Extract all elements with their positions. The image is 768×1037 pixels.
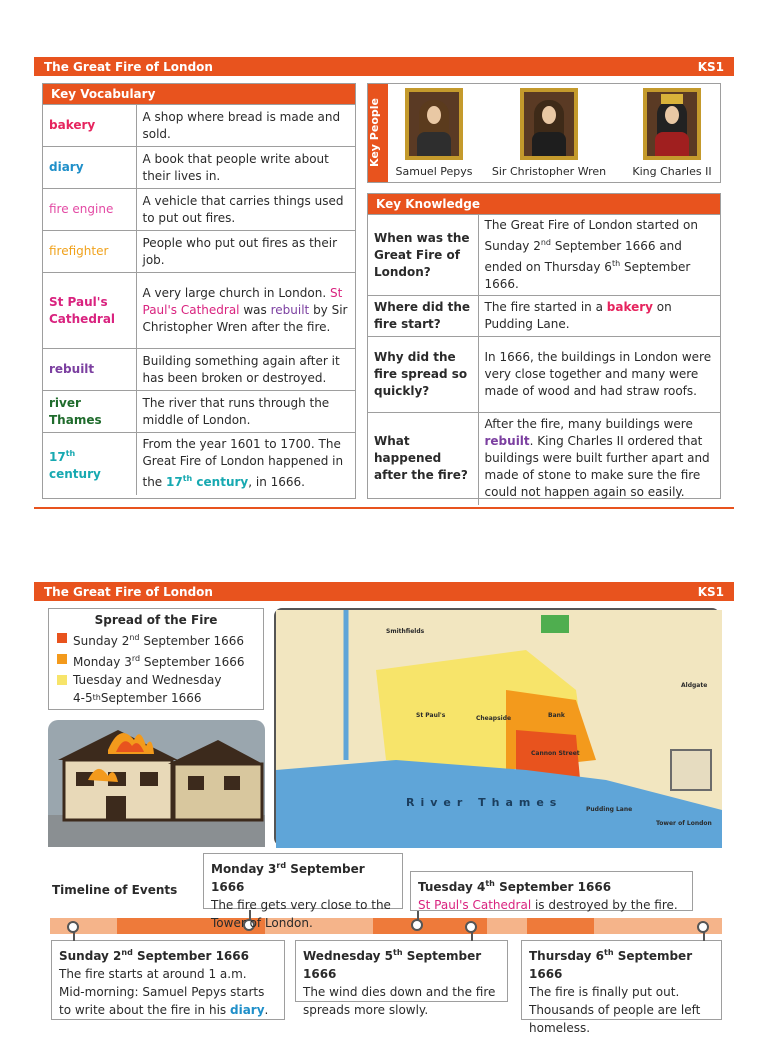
map-label: St Paul's [416, 712, 446, 719]
map-label: Smithfields [386, 628, 425, 635]
swatch-monday [57, 654, 67, 664]
table-row [368, 296, 720, 337]
definition-sup: th [182, 474, 193, 484]
keyword-st-pauls: St Paul's Cathedral [142, 286, 343, 317]
knowledge-table [368, 214, 720, 505]
event-text: Mid-morning: Samuel Pepys starts to write about the fire in his [59, 985, 265, 1017]
event-date: September 1666 [211, 862, 365, 894]
legend-title: Spread of the Fire [94, 613, 218, 627]
answer-sup: nd [540, 238, 552, 247]
knowledge-answer [478, 215, 720, 296]
event-date: September 1666 [529, 949, 693, 981]
event-text: is destroyed by the fire. [531, 898, 678, 912]
knowledge-question: When was the Great Fire of London? [368, 215, 478, 296]
vocab-definition: A shop where bread is made and sold. [136, 105, 355, 147]
legend-item [57, 650, 255, 671]
key-people-card [367, 83, 721, 183]
event-date: Wednesday 5 [303, 949, 394, 963]
event-date: Thursday 6 [529, 949, 604, 963]
spread-legend [48, 608, 264, 710]
key-people-heading: Key People [368, 84, 388, 182]
knowledge-answer: In 1666, the buildings in London were very close together and many were made of wood and had straw roofs. [478, 337, 720, 413]
table-row [43, 433, 355, 495]
bottom-title: The Great Fire of London [44, 584, 213, 599]
answer-sup: th [611, 259, 621, 268]
definition-text: 17 [166, 475, 183, 490]
table-row [43, 105, 355, 147]
answer-text: The fire started in a [484, 300, 607, 314]
table-row [43, 147, 355, 189]
event-date: Tuesday 4 [418, 880, 486, 894]
definition-text: was [239, 303, 271, 317]
event-date: September 1666 [303, 949, 482, 981]
bottom-stage: KS1 [697, 584, 724, 599]
definition-text: , in 1666. [248, 475, 305, 490]
vocab-definition: Building something again after it has been broken or destroyed. [136, 349, 355, 391]
event-date-sup: th [393, 948, 403, 957]
vocab-term: river Thames [43, 391, 136, 433]
vocab-term: firefighter [43, 231, 136, 273]
term-text: 17 [49, 449, 66, 464]
table-row [43, 349, 355, 391]
answer-text: on Pudding Lane. [484, 300, 672, 331]
bottom-title-bar [34, 582, 734, 601]
event-wednesday [295, 940, 508, 1017]
keyword-diary: diary [229, 1003, 265, 1017]
top-title-bar [34, 57, 734, 76]
legend-item [57, 671, 255, 689]
person-name: King Charles II [632, 165, 712, 178]
table-row [43, 273, 355, 349]
vocab-definition: People who put out fires as their job. [136, 231, 355, 273]
fire-map [274, 608, 720, 846]
map-label: Tower of London [656, 820, 712, 827]
event-text: The wind dies down and the fire spreads more slowly. [303, 985, 496, 1017]
event-date-sup: th [485, 879, 495, 888]
vocab-definition [136, 433, 355, 495]
event-date: September 1666 [494, 880, 612, 894]
knowledge-answer [478, 296, 720, 337]
legend-text: September 1666 [100, 691, 202, 705]
top-divider [34, 507, 734, 509]
event-date-sup: rd [276, 861, 287, 870]
timeline-heading: Timeline of Events [52, 883, 178, 897]
key-vocabulary-card [42, 83, 356, 499]
keyword-century [166, 475, 248, 489]
key-vocabulary-heading: Key Vocabulary [43, 84, 355, 104]
event-text: . [264, 1003, 269, 1017]
map-label: Aldgate [681, 682, 708, 689]
legend-sup: rd [131, 654, 141, 663]
event-date-sup: nd [121, 948, 133, 957]
answer-text: The Great Fire of London started on Sunday 2 [484, 218, 698, 253]
swatch-tuesday-wednesday [57, 675, 67, 685]
table-row [368, 413, 720, 505]
crown-icon [661, 94, 683, 104]
event-date: Sunday 2 [59, 949, 122, 963]
legend-text: September 1666 [139, 634, 245, 648]
keyword-rebuilt: rebuilt [270, 303, 310, 317]
legend-text: Tuesday and Wednesday [73, 673, 222, 687]
knowledge-question: Why did the fire spread so quickly? [368, 337, 478, 413]
event-date-sup: th [604, 948, 614, 957]
keyword-bakery: bakery [606, 300, 653, 314]
event-text: The fire gets very close to the Tower of London. [211, 898, 391, 930]
vocab-definition [136, 273, 355, 349]
top-title: The Great Fire of London [44, 59, 213, 74]
table-row [368, 337, 720, 413]
keyword-st-pauls: St Paul's Cathedral [418, 898, 532, 912]
key-knowledge-heading: Key Knowledge [368, 194, 720, 214]
legend-text: Sunday 2 [73, 634, 130, 648]
event-tuesday [410, 871, 693, 911]
legend-sup: th [92, 693, 101, 702]
definition-text: From the year 1601 to 1700. The Great Fire of London happened in the [142, 437, 344, 490]
table-row [368, 215, 720, 296]
legend-text: Monday 3 [73, 655, 132, 669]
knowledge-answer [478, 413, 720, 505]
map-drawing [276, 610, 722, 848]
burning-houses-illustration [48, 720, 265, 847]
term-sup: th [65, 448, 76, 458]
portrait-king-charles [643, 88, 701, 160]
legend-item [57, 689, 255, 707]
portrait-samuel-pepys [405, 88, 463, 160]
definition-text: by Sir Christopher Wren after the fire. [142, 303, 348, 334]
answer-text: After the fire, many buildings were [484, 417, 693, 432]
legend-item [57, 629, 255, 650]
answer-text: . King Charles II ordered that buildings were built further apart and made of stone to make sure the fire could not happen again so easily. [484, 434, 710, 500]
top-stage: KS1 [697, 59, 724, 74]
swatch-sunday [57, 633, 67, 643]
portrait-christopher-wren [520, 88, 578, 160]
map-label-river: River Thames [406, 796, 563, 809]
table-row [43, 231, 355, 273]
map-label: Cannon Street [531, 750, 580, 757]
vocab-definition: A vehicle that carries things used to put out fires. [136, 189, 355, 231]
answer-text: September 1666. [484, 260, 691, 291]
event-date: September 1666 [132, 949, 249, 963]
knowledge-question: What happened after the fire? [368, 413, 478, 505]
event-text: The fire is finally put out. Thousands of people are left homeless. [529, 985, 701, 1035]
timeline-stem [73, 932, 75, 941]
event-thursday [521, 940, 722, 1035]
knowledge-question: Where did the fire start? [368, 296, 478, 337]
vocab-term: rebuilt [43, 349, 136, 391]
definition-text: A very large church in London. [142, 286, 330, 300]
vocab-definition: The river that runs through the middle of London. [136, 391, 355, 433]
timeline-stem [471, 932, 473, 941]
timeline-stem [703, 932, 705, 941]
vocab-term [43, 433, 136, 495]
definition-text: century [192, 475, 249, 490]
event-monday [203, 853, 403, 930]
vocab-term: bakery [43, 105, 136, 147]
vocab-definition: A book that people write about their lives in. [136, 147, 355, 189]
keyword-rebuilt: rebuilt [484, 434, 530, 449]
map-label: Cheapside [476, 715, 512, 722]
vocab-term: St Paul's Cathedral [43, 273, 136, 349]
term-text: century [49, 466, 101, 481]
map-label: Pudding Lane [586, 806, 633, 813]
legend-text: September 1666 [140, 655, 245, 669]
table-row [43, 391, 355, 433]
map-label: Bank [548, 712, 565, 719]
key-knowledge-card [367, 193, 721, 499]
event-text: The fire starts at around 1 a.m. [59, 967, 247, 981]
table-row [43, 189, 355, 231]
legend-sup: nd [129, 633, 140, 642]
vocab-term: fire engine [43, 189, 136, 231]
event-date: Monday 3 [211, 862, 277, 876]
vocab-term: diary [43, 147, 136, 189]
vocabulary-table [43, 104, 355, 495]
person-name: Samuel Pepys [395, 165, 473, 178]
timeline-pin-tuesday [411, 919, 423, 931]
event-sunday [51, 940, 285, 1020]
person-name: Sir Christopher Wren [491, 165, 607, 178]
answer-text: September 1666 and ended on Thursday 6 [484, 239, 682, 274]
legend-text: 4-5 [73, 691, 93, 705]
